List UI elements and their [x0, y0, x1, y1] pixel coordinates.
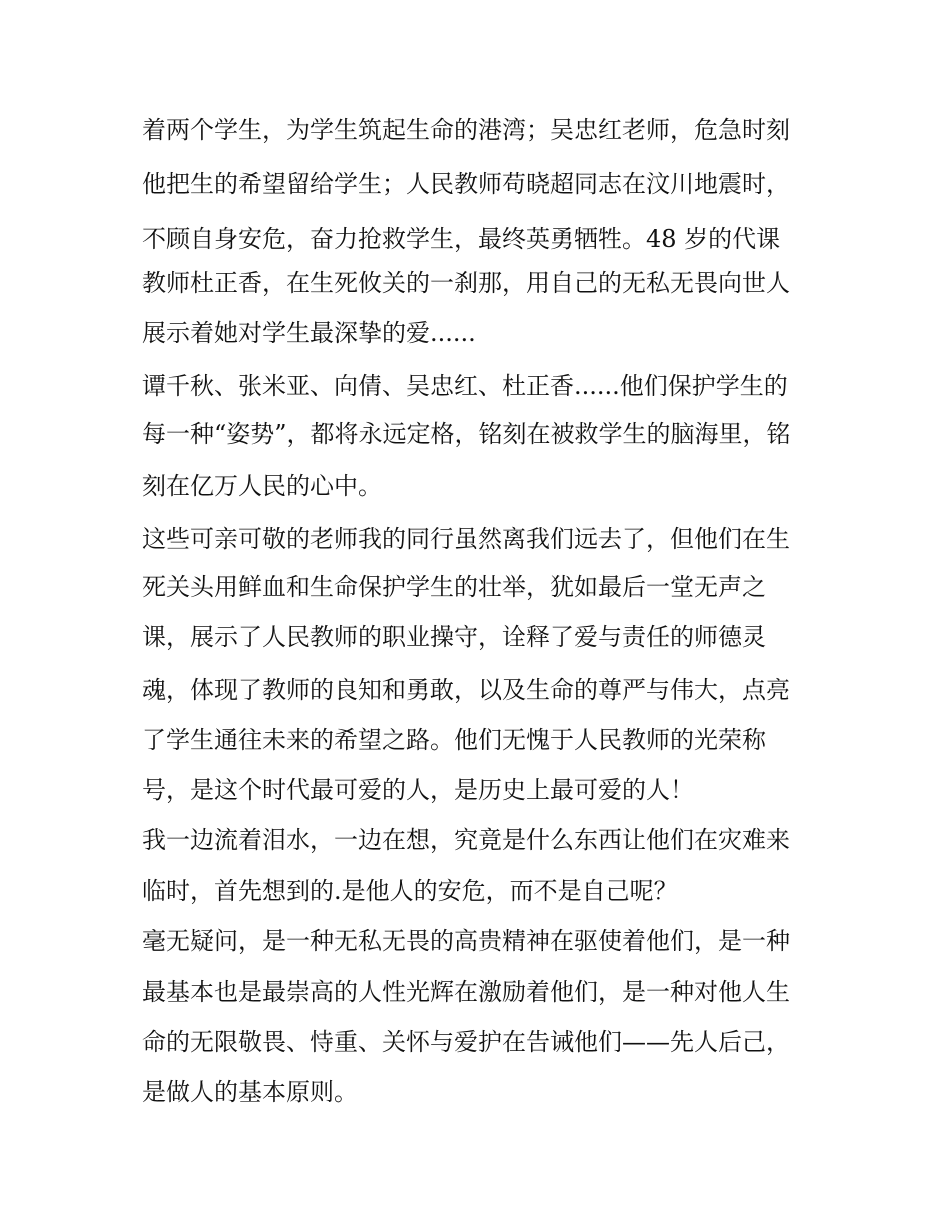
text-line: 我一边流着泪水，一边在想，究竟是什么东西让他们在灾难来 — [142, 826, 790, 854]
text-line: 了学生通往未来的希望之路。他们无愧于人民教师的光荣称 — [142, 726, 766, 754]
text-line: 命的无限敬畏、恃重、关怀与爱护在告诫他们——先人后己， — [142, 1028, 790, 1056]
text-line: 临时，首先想到的.是他人的安危，而不是自己呢？ — [142, 877, 678, 905]
text-line: 毫无疑问，是一种无私无畏的高贵精神在驱使着他们，是一种 — [142, 927, 790, 955]
text-line: 号，是这个时代最可爱的人，是历史上最可爱的人！ — [142, 776, 694, 804]
text-line: 死关头用鲜血和生命保护学生的壮举，犹如最后一堂无声之 — [142, 573, 766, 601]
text-line: 刻在亿万人民的心中。 — [142, 472, 382, 500]
text-line: 这些可亲可敬的老师我的同行虽然离我们远去了，但他们在生 — [142, 525, 790, 553]
text-line: 教师杜正香，在生死攸关的一刹那，用自己的无私无畏向世人 — [142, 269, 790, 297]
text-line: 课，展示了人民教师的职业操守，诠释了爱与责任的师德灵 — [142, 623, 766, 651]
text-line: 魂，体现了教师的良知和勇敢，以及生命的尊严与伟大，点亮 — [142, 676, 790, 704]
text-line: 他把生的希望留给学生；人民教师苟晓超同志在汶川地震时， — [142, 170, 790, 198]
text-line: 不顾自身安危，奋力抢救学生，最终英勇牺牲。48 岁的代课 — [142, 225, 781, 253]
text-line: 谭千秋、张米亚、向倩、吴忠红、杜正香......他们保护学生的 — [142, 372, 788, 400]
text-line: 最基本也是最崇高的人性光辉在激励着他们，是一种对他人生 — [142, 978, 790, 1006]
text-line: 着两个学生，为学生筑起生命的港湾；吴忠红老师，危急时刻 — [142, 116, 790, 144]
text-line: 展示着她对学生最深挚的爱...... — [142, 319, 476, 347]
text-line: 每一种“姿势”，都将永远定格，铭刻在被救学生的脑海里，铭 — [142, 420, 791, 448]
text-line: 是做人的基本原则。 — [142, 1078, 358, 1106]
